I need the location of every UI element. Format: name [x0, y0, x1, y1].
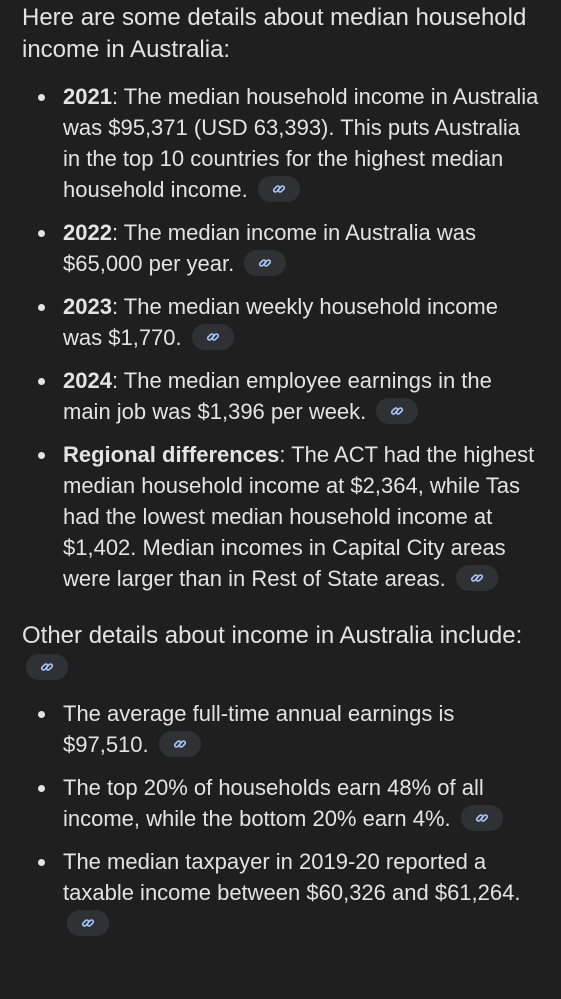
list-item-2023	[22, 291, 539, 353]
item-text: The top 20% of households earn 48% of all income, while the bottom 20% earn 4%.	[63, 775, 484, 831]
item-label: 2022	[63, 220, 112, 245]
item-text: : The median income in Australia was $65,000 per year.	[63, 220, 476, 276]
other-details-heading	[22, 620, 539, 684]
source-link-chip[interactable]	[461, 805, 503, 831]
list-item-2022	[22, 217, 539, 279]
list-item-average-earnings	[22, 698, 539, 760]
link-icon	[258, 256, 272, 270]
source-link-chip[interactable]	[244, 250, 286, 276]
link-icon	[81, 916, 95, 930]
link-icon	[173, 737, 187, 751]
link-icon	[475, 811, 489, 825]
item-label: 2023	[63, 294, 112, 319]
list-item-regional-differences	[22, 439, 539, 594]
link-icon	[470, 571, 484, 585]
other-heading-text: Other details about income in Australia include:	[22, 622, 523, 649]
list-item-median-taxpayer	[22, 846, 539, 939]
item-text: The average full-time annual earnings is $97,510.	[63, 701, 455, 757]
list-item-2024	[22, 365, 539, 427]
list-item-top-20-percent	[22, 772, 539, 834]
source-link-chip[interactable]	[258, 176, 300, 202]
item-label: Regional differences	[63, 442, 280, 467]
link-icon	[390, 404, 404, 418]
item-text: : The median household income in Australia was $95,371 (USD 63,393). This puts Australia in the top 10 countries for the highest median household income.	[63, 84, 539, 202]
item-label: 2024	[63, 368, 112, 393]
item-text: : The median weekly household income was $1,770.	[63, 294, 498, 350]
item-label: 2021	[63, 84, 112, 109]
link-icon	[272, 182, 286, 196]
other-details-list	[22, 698, 539, 939]
intro-heading: Here are some details about median household income in Australia:	[22, 4, 527, 63]
link-icon	[206, 330, 220, 344]
source-link-chip[interactable]	[67, 910, 109, 936]
income-by-year-list	[22, 81, 539, 594]
link-icon	[40, 660, 54, 674]
source-link-chip[interactable]	[159, 731, 201, 757]
item-text: : The median employee earnings in the main job was $1,396 per week.	[63, 368, 492, 424]
source-link-chip[interactable]	[456, 565, 498, 591]
source-link-chip[interactable]	[26, 654, 68, 680]
list-item-2021	[22, 81, 539, 205]
source-link-chip[interactable]	[376, 398, 418, 424]
item-text: The median taxpayer in 2019-20 reported a taxable income between $60,326 and $61,264.	[63, 849, 521, 905]
source-link-chip[interactable]	[192, 324, 234, 350]
item-text: : The ACT had the highest median household income at $2,364, while Tas had the lowest median household income at $1,402. Median incomes in Capital City areas were larger than in Rest of State areas.	[63, 442, 535, 591]
